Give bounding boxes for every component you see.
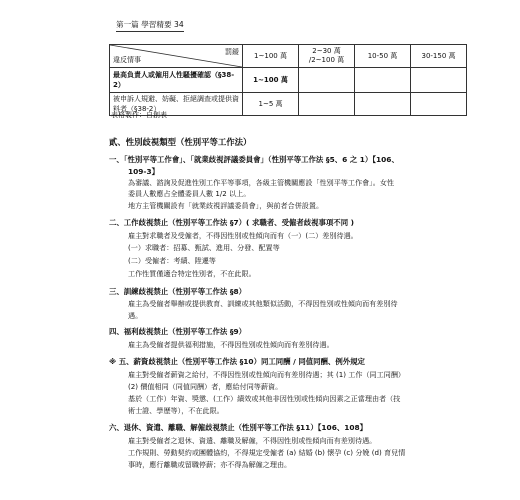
item-line: 遇。: [128, 311, 143, 320]
item-line: 雇主對求職者及受僱者，不得因性別或性傾向而有（一）(二）差別待遇。: [128, 231, 358, 240]
table-cell: [355, 93, 411, 116]
item-line: (一）求職者：招募、甄試、進用、分發、配置等: [128, 243, 280, 252]
table-cell: 1~5 萬: [243, 93, 299, 116]
item-heading: 一、「性別平等工作會」、「就業歧視評議委員會」（性別平等工作法 §5、6 之 1）【106、: [109, 155, 399, 164]
item-heading: 四、福利歧視禁止（性別平等工作法 §9）: [109, 327, 247, 336]
item-line: 為審議、諮詢及促進性別工作平等事項，各級主管機關應設「性別平等工作會」。女性: [128, 178, 395, 187]
section-title: 貳、性別歧視類型（性別平等工作法）: [109, 137, 252, 147]
corner-top-label: 罰鍰: [225, 48, 239, 56]
table-cell: [299, 68, 355, 93]
column-header: [299, 45, 355, 68]
item-line: 工作性質僅適合特定性別者，不在此限。: [128, 269, 256, 278]
item-line: 地方主管機關設有「就業歧視評議委員會」，與前者合併設置。: [128, 201, 324, 210]
item-line: (二）受僱者：考績、陞遷等: [128, 256, 216, 265]
row-label: 被申訴人規避、妨礙、拒絕調查或提供資料者（§38-2）: [110, 93, 243, 116]
item-line: 基於（工作）年資、獎懲、(工作）績效或其他非因性別或性傾向因素之正當理由者（技: [128, 394, 401, 403]
item-line: 雇主為受僱者提供福利措施，不得因性別或性傾向而有差別待遇。: [128, 340, 334, 349]
item-heading: ※ 五、薪資歧視禁止（性別平等工作法 §10）同工同酬 / 同值同酬、例外規定: [109, 357, 365, 366]
page-header: 第一篇 學習精要 34: [116, 19, 184, 32]
table-corner-cell: [110, 45, 243, 68]
table-row: [110, 68, 467, 93]
item-line: 委員人數應占全體委員人數 1/2 以上。: [128, 189, 251, 198]
table-cell: [411, 93, 467, 116]
item-heading: 三、訓練歧視禁止（性別平等工作法 §8）: [109, 287, 247, 296]
column-header: 1~100 萬: [243, 45, 299, 68]
fine-table: [109, 44, 467, 116]
table-source: 表格製作：自創表: [111, 111, 167, 119]
item-heading-cont: 109-3】: [128, 167, 160, 176]
item-line: 雇主為受僱者舉辦或提供教育、訓練或其他類似活動，不得因性別或性傾向而有差別待: [128, 299, 398, 308]
table-cell: [299, 93, 355, 116]
item-line: 雇主對受僱者薪資之給付，不得因性別或性傾向而有差別待遇；其 (1) 工作（同工同酬）: [128, 370, 406, 379]
item-line: 術士證、學歷等），不在此限。: [128, 406, 224, 415]
item-line: 工作規則、勞動契約或團體協約，不得規定受僱者 (a) 結婚 (b) 懷孕 (c) 分娩 (d) 育兒情: [128, 448, 406, 457]
item-line: (2) 價值相同（同值同酬）者，應給付同等薪資。: [128, 382, 283, 391]
item-line: 事時，應行離職或留職停薪；亦不得為解僱之理由。: [128, 460, 292, 469]
column-header-text: 2~30 萬 /2~100 萬: [308, 47, 345, 64]
table-cell: [411, 68, 467, 93]
corner-bottom-label: 違反情事: [113, 56, 141, 64]
item-line: 雇主對受僱者之退休、資遣、離職及解僱，不得因性別或性傾向而有差別待遇。: [128, 436, 377, 445]
table-cell: 1~100 萬: [243, 68, 299, 93]
column-header: 30-150 萬: [411, 45, 467, 68]
table-cell: [355, 68, 411, 93]
item-heading: 六、退休、資遣、離職、解僱歧視禁止（性別平等工作法 §11）【106、108】: [109, 423, 368, 432]
row-label: 最高負責人或僱用人性騷擾確認（§38-2）: [110, 68, 243, 93]
column-header: 10-50 萬: [355, 45, 411, 68]
item-heading: 二、工作歧視禁止（性別平等工作法 §7）( 求職者、受僱者歧視事項不同 ): [109, 218, 355, 227]
